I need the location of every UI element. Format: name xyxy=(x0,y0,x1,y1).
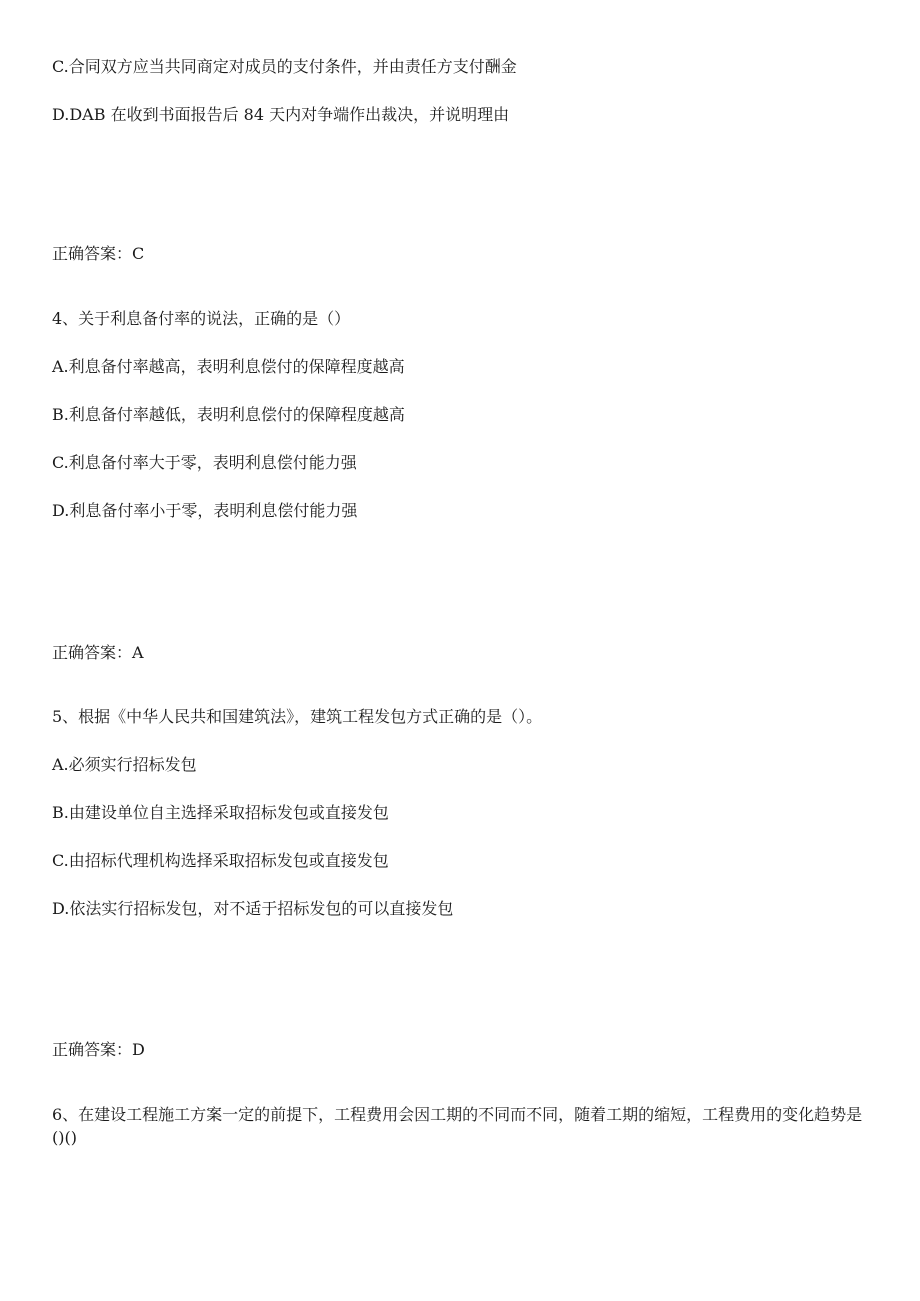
q3-option-c: C.合同双方应当共同商定对成员的支付条件，并由责任方支付酬金 xyxy=(52,57,517,76)
q4-option-a: A.利息备付率越高，表明利息偿付的保障程度越高 xyxy=(52,357,405,376)
q5-option-a: A.必须实行招标发包 xyxy=(52,755,197,774)
q5-question: 5、根据《中华人民共和国建筑法》，建筑工程发包方式正确的是（）。 xyxy=(52,707,543,726)
q4-option-d: D.利息备付率小于零，表明利息偿付能力强 xyxy=(52,501,358,520)
q4-option-c: C.利息备付率大于零，表明利息偿付能力强 xyxy=(52,453,357,472)
q5-answer: 正确答案：D xyxy=(52,1040,145,1059)
q5-option-b: B.由建设单位自主选择采取招标发包或直接发包 xyxy=(52,803,389,822)
q5-option-d: D.依法实行招标发包，对不适于招标发包的可以直接发包 xyxy=(52,899,454,918)
q5-option-c: C.由招标代理机构选择采取招标发包或直接发包 xyxy=(52,851,389,870)
q4-question: 4、关于利息备付率的说法，正确的是（） xyxy=(52,309,351,328)
q6-question: 6、在建设工程施工方案一定的前提下，工程费用会因工期的不同而不同，随着工期的缩短，工程费用的变化趋势是()() xyxy=(52,1105,863,1147)
q4-option-b: B.利息备付率越低，表明利息偿付的保障程度越高 xyxy=(52,405,405,424)
q4-answer: 正确答案：A xyxy=(52,643,144,662)
q3-answer: 正确答案：C xyxy=(52,244,145,263)
q3-option-d: D.DAB 在收到书面报告后 84 天内对争端作出裁决，并说明理由 xyxy=(52,105,510,124)
